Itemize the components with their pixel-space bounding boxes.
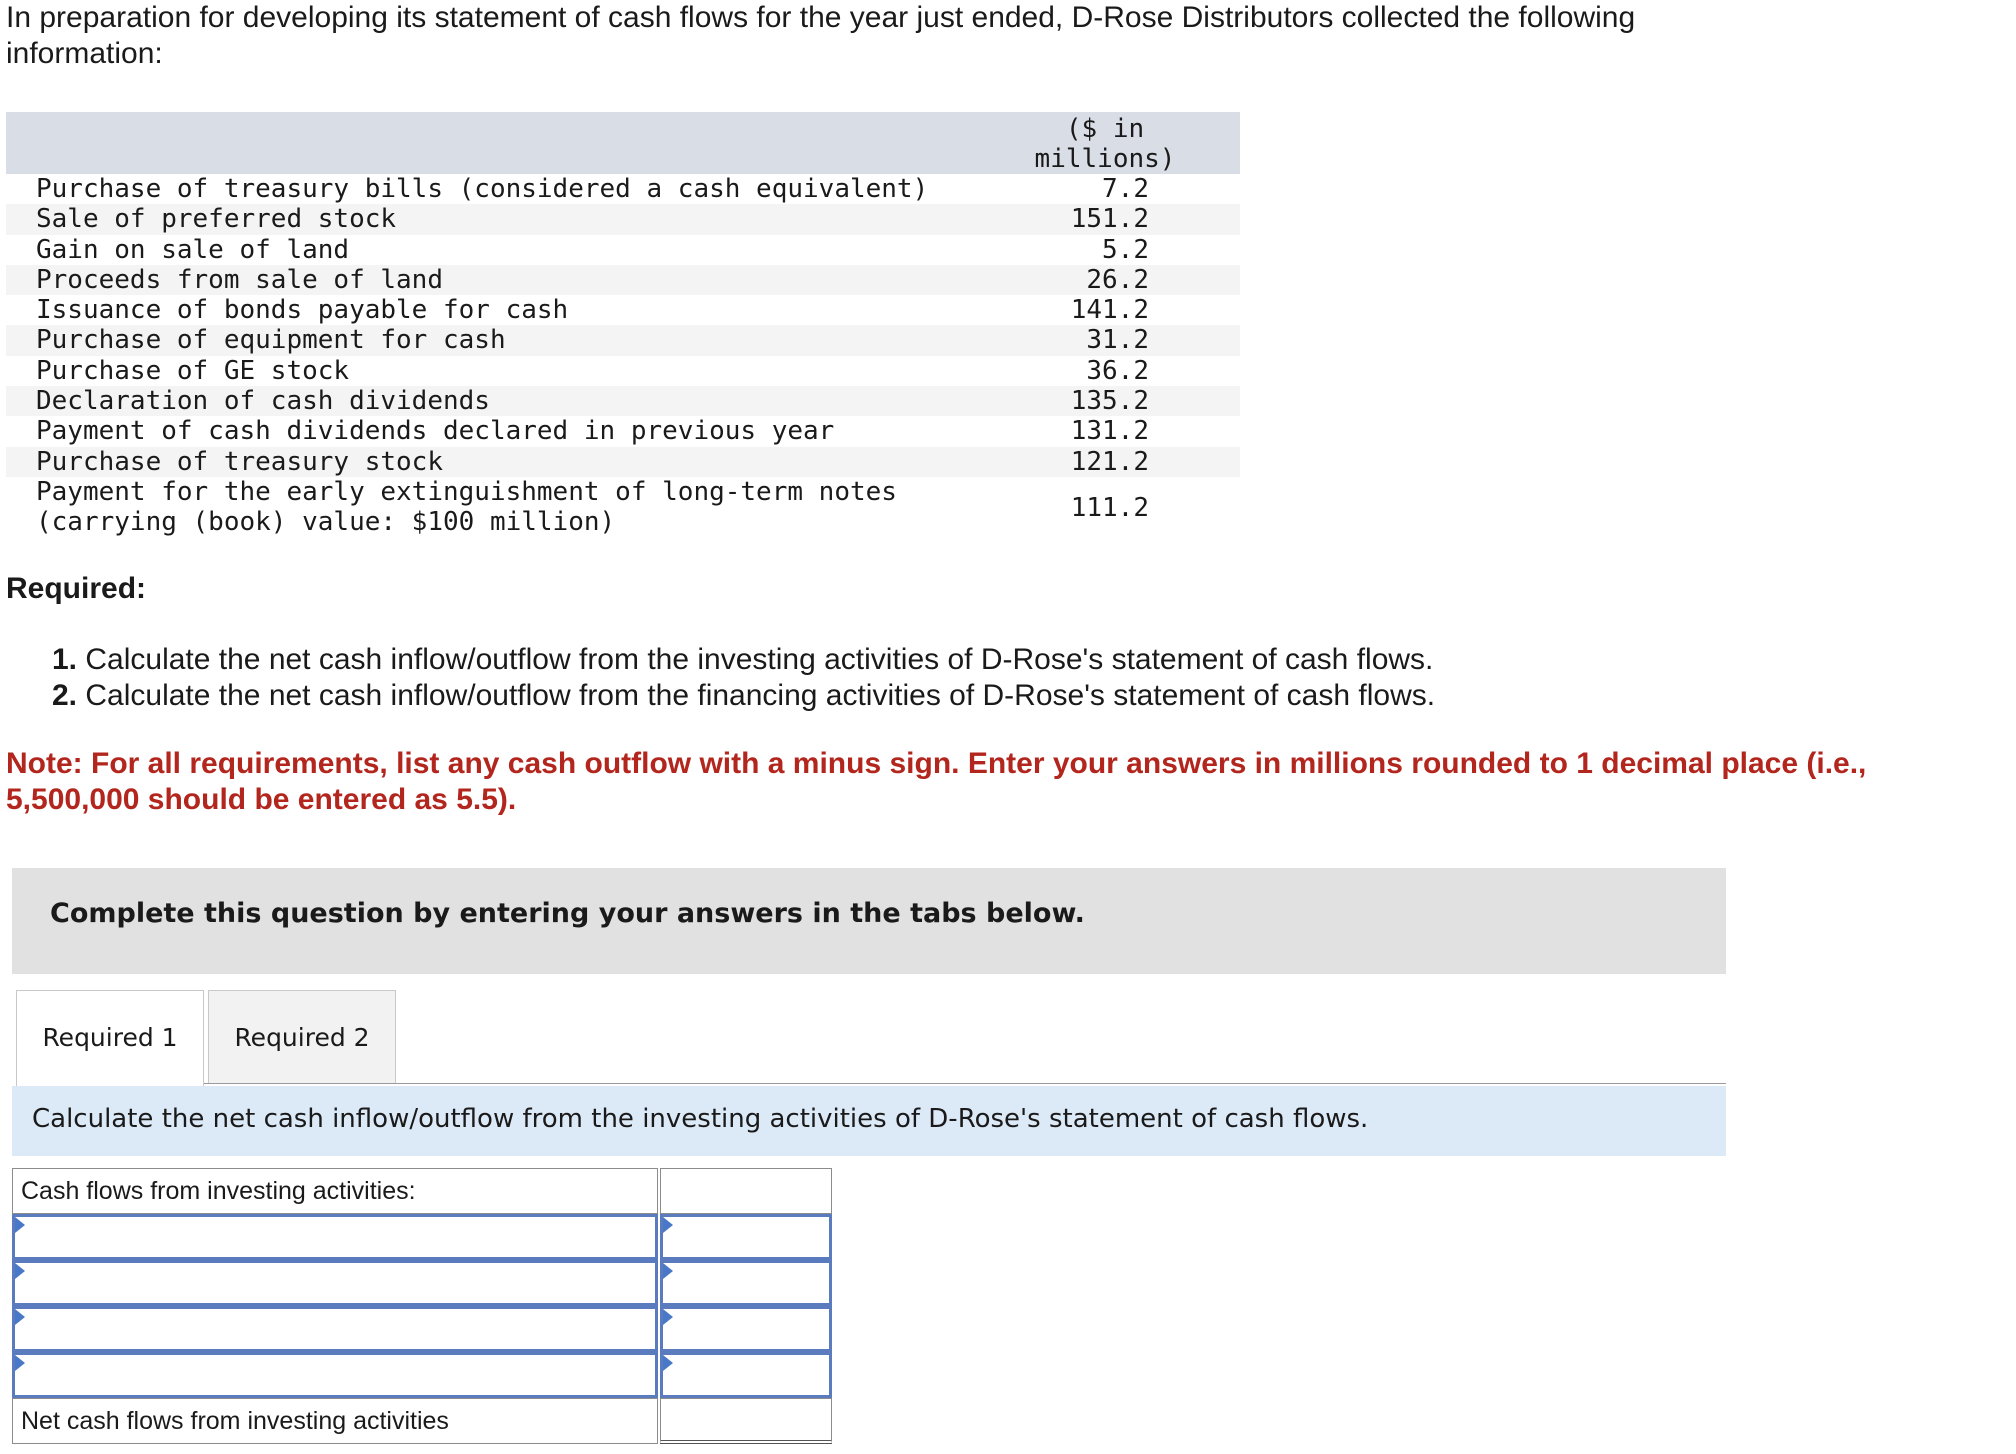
answer-label-field[interactable] (12, 1260, 658, 1306)
data-table (6, 112, 1240, 539)
data-row-value: 131.2 (1070, 416, 1149, 447)
complete-question-banner: Complete this question by entering your answers in the tabs below. (12, 868, 1726, 974)
data-row (6, 416, 1240, 446)
data-row (6, 295, 1240, 325)
answer-label-field[interactable] (12, 1306, 658, 1352)
dropdown-indicator-icon (663, 1355, 673, 1371)
data-row-value: 31.2 (1086, 325, 1149, 356)
required-item-number: 1. (52, 643, 78, 676)
data-row (6, 265, 1240, 295)
data-row-value: 135.2 (1070, 386, 1149, 417)
required-item-text: Calculate the net cash inflow/outflow from the financing activities of D-Rose's statement of cash flows. (85, 679, 1436, 712)
data-row-label: Purchase of treasury stock (36, 446, 443, 477)
required-item-number: 2. (52, 679, 78, 712)
answer-label-input[interactable] (15, 1309, 655, 1349)
data-row (6, 174, 1240, 204)
tab-divider (204, 1083, 1726, 1084)
data-row-label: Purchase of GE stock (36, 355, 350, 386)
answer-total-label: Net cash flows from investing activities (12, 1398, 658, 1444)
answer-amount-input[interactable] (663, 1355, 829, 1395)
intro-text: In preparation for developing its statement of cash flows for the year just ended, D-Rose Distributors collected the following information: (6, 1, 1636, 70)
data-row (6, 204, 1240, 234)
data-row-label: Gain on sale of land (36, 234, 350, 265)
tab-required-2[interactable]: Required 2 (208, 990, 396, 1084)
data-row-label: Issuance of bonds payable for cash (36, 295, 569, 326)
data-row-value: 121.2 (1070, 446, 1149, 477)
answer-label-field[interactable] (12, 1352, 658, 1398)
unit-header: ($ in millions) (1034, 114, 1176, 174)
answer-amount-input[interactable] (663, 1217, 829, 1257)
answer-input-row (12, 1306, 832, 1352)
data-row (6, 356, 1240, 386)
answer-label-input[interactable] (15, 1263, 655, 1303)
dropdown-indicator-icon (15, 1263, 25, 1279)
data-row-value: 151.2 (1070, 204, 1149, 235)
data-row-value: 26.2 (1086, 264, 1149, 295)
answer-label-input[interactable] (15, 1217, 655, 1257)
data-row-value: 36.2 (1086, 355, 1149, 386)
data-row-value: 7.2 (1102, 174, 1149, 204)
required-item (52, 642, 1435, 678)
note-text: Note: For all requirements, list any cash outflow with a minus sign. Enter your answers in millions rounded to 1 decimal place (i.e., 5,500,000 should be entered as 5.5). (6, 747, 1867, 816)
data-row-label: Purchase of equipment for cash (36, 325, 506, 356)
dropdown-indicator-icon (15, 1355, 25, 1371)
data-row-label: Payment for the early extinguishment of long-term notes (carrying (book) value: $100 million) (36, 476, 897, 537)
tab-instruction: Calculate the net cash inflow/outflow from the investing activities of D-Rose's statement of cash flows. (12, 1086, 1726, 1156)
answer-header-label: Cash flows from investing activities: (12, 1168, 658, 1214)
data-row-value: 111.2 (1070, 492, 1149, 523)
data-row (6, 386, 1240, 416)
answer-amount-field[interactable] (660, 1306, 832, 1352)
data-row-label: Declaration of cash dividends (36, 386, 490, 417)
answer-header-row (12, 1168, 832, 1214)
answer-input-row (12, 1352, 832, 1398)
dropdown-indicator-icon (663, 1263, 673, 1279)
answer-label-field[interactable] (12, 1214, 658, 1260)
dropdown-indicator-icon (663, 1217, 673, 1233)
data-row-value: 141.2 (1070, 295, 1149, 326)
data-row (6, 235, 1240, 265)
answer-amount-field[interactable] (660, 1352, 832, 1398)
data-row-label: Sale of preferred stock (36, 204, 397, 235)
required-item-text: Calculate the net cash inflow/outflow from the investing activities of D-Rose's statement of cash flows. (85, 643, 1434, 676)
answer-header-amount (660, 1168, 832, 1214)
answer-input-row (12, 1260, 832, 1306)
data-row (6, 325, 1240, 355)
data-row-label: Purchase of treasury bills (considered a cash equivalent) (36, 174, 929, 204)
answer-amount-input[interactable] (663, 1263, 829, 1303)
data-row-label: Proceeds from sale of land (36, 264, 443, 295)
dropdown-indicator-icon (663, 1309, 673, 1325)
answer-label-input[interactable] (15, 1355, 655, 1395)
answer-total-row (12, 1398, 832, 1444)
answer-amount-field[interactable] (660, 1260, 832, 1306)
data-row-value: 5.2 (1102, 234, 1149, 265)
tab-required-1[interactable]: Required 1 (16, 990, 204, 1086)
data-table-header (6, 112, 1240, 174)
dropdown-indicator-icon (15, 1217, 25, 1233)
answer-input-row (12, 1214, 832, 1260)
required-title: Required: (6, 572, 147, 605)
required-item (52, 678, 1435, 714)
data-row-label: Payment of cash dividends declared in previous year (36, 416, 835, 447)
required-list (52, 642, 1435, 714)
data-row (6, 447, 1240, 477)
dropdown-indicator-icon (15, 1309, 25, 1325)
answer-total-amount (660, 1398, 832, 1444)
data-row (6, 477, 1240, 539)
answer-amount-input[interactable] (663, 1309, 829, 1349)
answer-amount-field[interactable] (660, 1214, 832, 1260)
